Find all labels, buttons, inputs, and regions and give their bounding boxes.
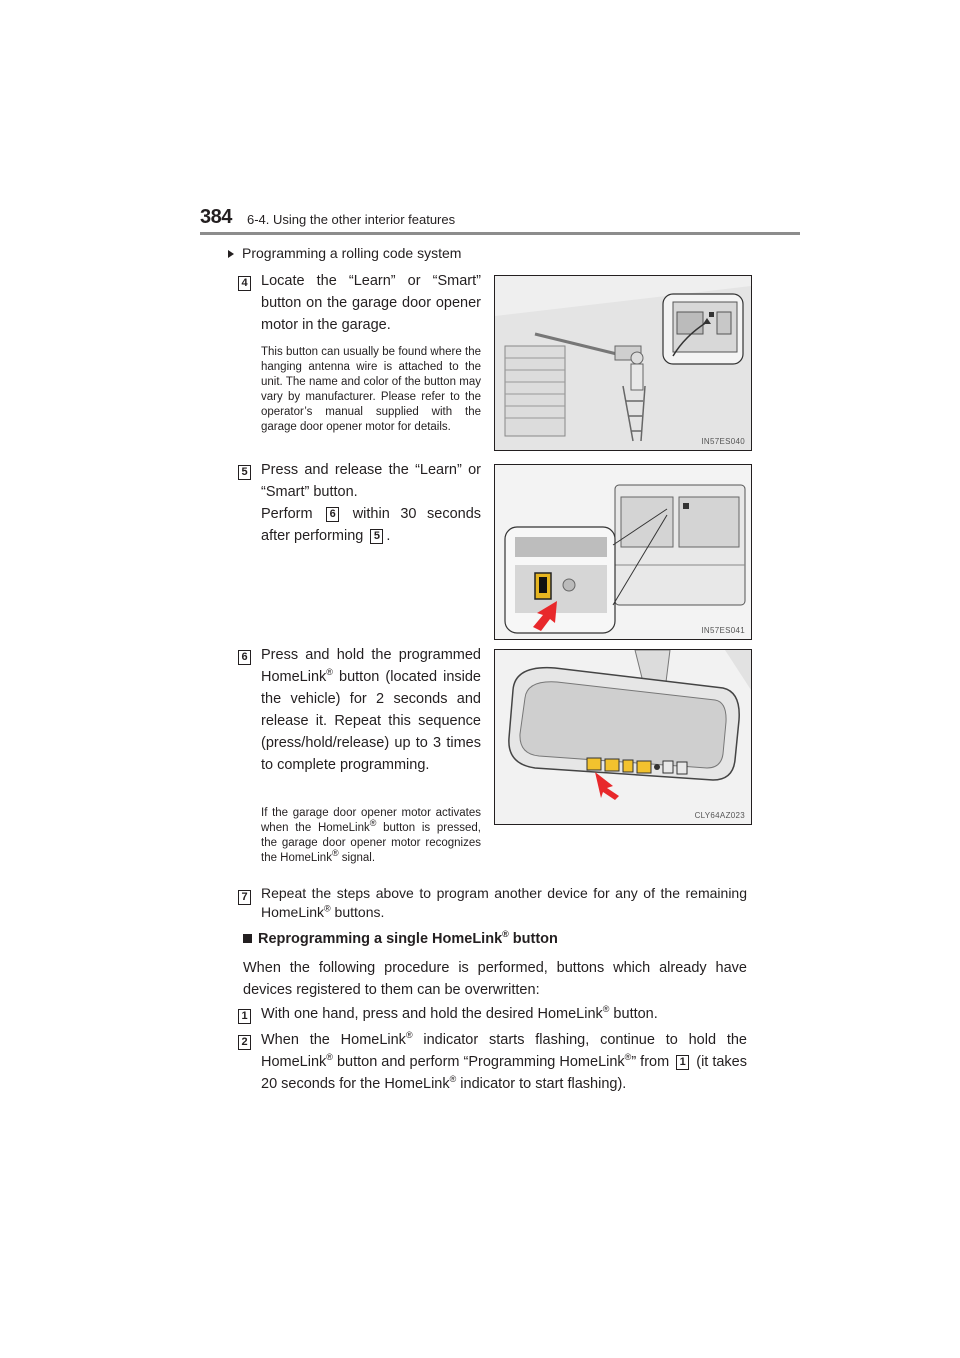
step-7-text-b: buttons. (330, 904, 385, 920)
figure-code-2: IN57ES041 (701, 626, 745, 635)
reprogram-step-1 (261, 1003, 747, 1025)
step-number-5: 5 (238, 465, 251, 480)
step-number-4: 4 (238, 276, 251, 291)
registered-mark: ® (369, 818, 377, 829)
reprogram-heading-a: Reprogramming a single HomeLink (258, 931, 503, 947)
step-6-note-b: button is pressed, the garage door opener motor recognizes the HomeLink (261, 822, 481, 864)
registered-mark: ® (324, 903, 331, 914)
garage-illustration (495, 276, 751, 450)
registered-mark: ® (624, 1052, 632, 1063)
reprogram-heading-b: button (508, 931, 558, 947)
mirror-illustration (495, 650, 751, 824)
step-ref-5: 5 (370, 529, 383, 544)
step-ref-6: 6 (326, 507, 339, 522)
step-ref-1: 1 (676, 1055, 689, 1070)
step-6-text-b: button (located inside the vehicle) for 2 seconds and release it. Repeat this sequence (press/hold/release) up to 3 times to complete programming. (261, 669, 481, 773)
figure-mirror-buttons (494, 649, 752, 825)
reprogram-step-2-d: ” from (631, 1054, 670, 1070)
step-4-text: Locate the “Learn” or “Smart” button on the garage door opener motor in the garage. (261, 273, 481, 333)
figure-learn-button (494, 464, 752, 640)
figure-code-3: CLY64AZ023 (694, 811, 745, 820)
registered-mark: ® (602, 1004, 610, 1015)
registered-mark: ® (326, 667, 333, 678)
step-6-note-a: If the garage door opener motor activates when the HomeLink (261, 807, 481, 834)
step-6-note (261, 806, 481, 866)
section-title: 6-4. Using the other interior features (247, 212, 456, 227)
square-bullet-icon (243, 934, 252, 943)
reprogram-step-2-f: indicator to start flashing). (456, 1076, 627, 1092)
step-4-note: This button can usually be found where the hanging antenna wire is attached to the unit. The name and color of the button may vary by manufacturer. Please refer to the operator’s manual supplied with the garage door opener motor for details. (261, 346, 481, 433)
subsection-label: Programming a rolling code system (242, 245, 462, 261)
registered-mark: ® (449, 1074, 457, 1085)
registered-mark: ® (405, 1030, 413, 1041)
reprogram-step-2-b: indicator starts flashing, continue to hold the HomeLink (261, 1032, 747, 1070)
step-7-text (261, 884, 747, 922)
step-7-text-a: Repeat the steps above to program another device for any of the remaining HomeLink (261, 885, 747, 920)
step-number-6: 6 (238, 650, 251, 665)
step-number-2: 2 (238, 1035, 251, 1050)
step-5-text: Press and release the “Learn” or “Smart” button. (261, 462, 481, 500)
page-number: 384 (200, 206, 232, 228)
reprogram-intro: When the following procedure is performed, buttons which already have devices registered to them can be overwritten: (243, 960, 747, 998)
reprogram-step-2-a: When the HomeLink (261, 1032, 406, 1048)
registered-mark: ® (502, 929, 509, 940)
header-divider (200, 232, 800, 235)
step-number-7: 7 (238, 890, 251, 905)
reprogram-step-2 (261, 1029, 747, 1095)
reprogram-step-2-c: button and perform “Programming HomeLink (332, 1054, 625, 1070)
step-5-text-2 (261, 503, 481, 547)
triangle-bullet-icon (228, 250, 234, 258)
step-5-within: within 30 seconds after performing (261, 506, 482, 544)
step-6-text-a: Press and hold the programmed HomeLink (261, 647, 481, 685)
figure-code-1: IN57ES040 (701, 437, 745, 446)
figure-garage-opener (494, 275, 752, 451)
reprogram-step-1-a: With one hand, press and hold the desired HomeLink (261, 1006, 603, 1022)
step-6-text (261, 644, 481, 776)
step-5-perform: Perform (261, 506, 313, 522)
learn-button-illustration (495, 465, 751, 639)
reprogram-step-2-e: (it takes 20 seconds for the HomeLink (261, 1054, 747, 1092)
step-6-note-c: signal. (338, 852, 376, 864)
reprogram-heading (243, 931, 558, 947)
subsection-title (228, 245, 461, 261)
step-5-period: . (386, 528, 391, 544)
step-number-1: 1 (238, 1009, 251, 1024)
registered-mark: ® (326, 1052, 333, 1063)
reprogram-step-1-b: button. (609, 1006, 658, 1022)
registered-mark: ® (331, 848, 339, 859)
